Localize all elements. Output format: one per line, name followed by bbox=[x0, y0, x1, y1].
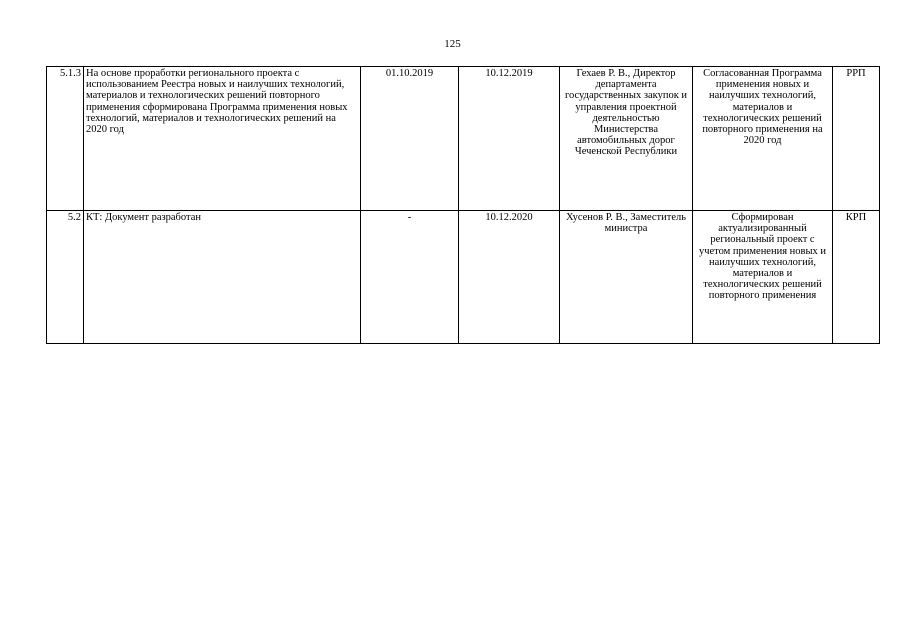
table-row bbox=[47, 211, 880, 344]
responsible-cell: Хусенов Р. В., Заместитель министра bbox=[560, 211, 693, 344]
document-type-cell: РРП bbox=[833, 67, 880, 211]
result-cell: Сформирован актуализированный региональный проект с учетом применения новых и наилучших технологий, материалов и технологических решений повторного применения bbox=[693, 211, 833, 344]
end-date-cell: 10.12.2019 bbox=[459, 67, 560, 211]
page-number: 125 bbox=[444, 38, 461, 50]
result-cell: Согласованная Программа применения новых и наилучших технологий, материалов и технологических решений повторного применения на 2020 год bbox=[693, 67, 833, 211]
row-number-cell: 5.2 bbox=[47, 211, 84, 344]
table-row bbox=[47, 67, 880, 211]
description-cell: На основе проработки регионального проекта с использованием Реестра новых и наилучших технологий, материалов и технологических решений повторного применения сформирована Программа применения новых технологий, материалов и технологических решений на 2020 год bbox=[84, 67, 361, 211]
document-type-cell: КРП bbox=[833, 211, 880, 344]
activity-table bbox=[46, 66, 880, 344]
end-date-cell: 10.12.2020 bbox=[459, 211, 560, 344]
description-cell: КТ: Документ разработан bbox=[84, 211, 361, 344]
start-date-cell: 01.10.2019 bbox=[361, 67, 459, 211]
start-date-cell: - bbox=[361, 211, 459, 344]
responsible-cell: Гехаев Р. В., Директор департамента государственных закупок и управления проектной деятельностью Министерства автомобильных дорог Чеченской Республики bbox=[560, 67, 693, 211]
row-number-cell: 5.1.3 bbox=[47, 67, 84, 211]
